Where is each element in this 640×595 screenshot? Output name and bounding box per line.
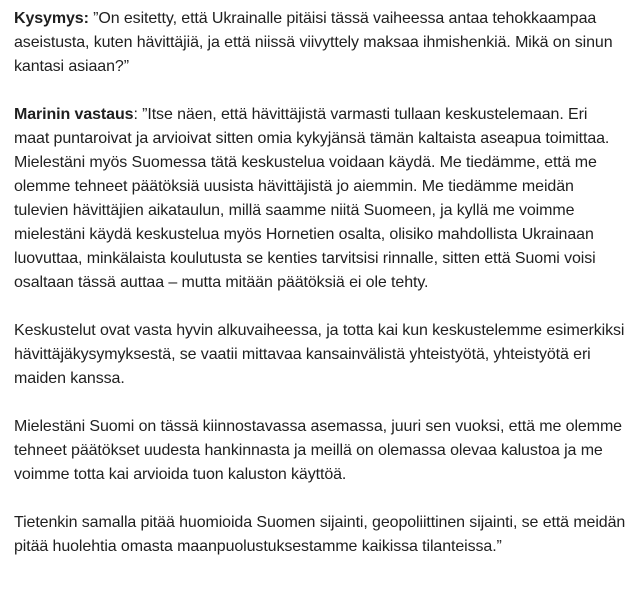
question-label: Kysymys: [14, 10, 89, 27]
paragraph: Keskustelut ovat vasta hyvin alkuvaiheessa, ja totta kai kun keskustelemme esimerkiksi hävittäjäkysymyksestä, se vaatii mittavaa kansainvälistä yhteistyötä, yhteistyötä eri maiden kanssa. [14, 322, 625, 387]
paragraph: Mielestäni Suomi on tässä kiinnostavassa asemassa, juuri sen vuoksi, että me olemme tehneet päätökset uudesta hankinnasta ja meillä on olemassa olevaa kalustoa ja me voimme totta kai arvioida tuon kaluston käyttöä. [14, 418, 622, 483]
paragraph: Tietenkin samalla pitää huomioida Suomen sijainti, geopoliittinen sijainti, se että meidän pitää huolehtia omasta maanpuolustuksestamme kaikissa tilanteissa.” [14, 514, 626, 555]
answer-text: : ”Itse näen, että hävittäjistä varmasti tullaan keskustelemaan. Eri maat puntaroivat ja arvioivat sitten omia kykyjänsä tämän kaltaista aseapua toimittaa. Mielestäni myös Suomessa tätä keskustelua voidaan käydä. Me tiedämme, että me olemme tehneet päätöksiä uusista hävittäjistä jo aiemmin. Me tiedämme meidän tulevien hävittäjien aikataulun, millä saamme niitä Suomeen, ja kyllä me voimme mielestäni käydä keskustelua myös Hornetien osalta, olisiko mahdollista Ukrainaan luovuttaa, minkälaista koulutusta se kenties tarvitsisi rinnalle, sitten että Suomi voisi osaltaan tässä auttaa – mutta mitään päätöksiä ei ole tehty. [14, 106, 610, 291]
question-paragraph [14, 7, 626, 79]
answer-paragraph [14, 103, 626, 295]
question-text: ”On esitetty, että Ukrainalle pitäisi tässä vaiheessa antaa tehokkaampaa aseistusta, kuten hävittäjiä, ja että niissä viivyttely maksaa ihmishenkiä. Mikä on sinun kantasi asiaan?” [14, 10, 613, 75]
answer-label: Marinin vastaus [14, 106, 134, 123]
